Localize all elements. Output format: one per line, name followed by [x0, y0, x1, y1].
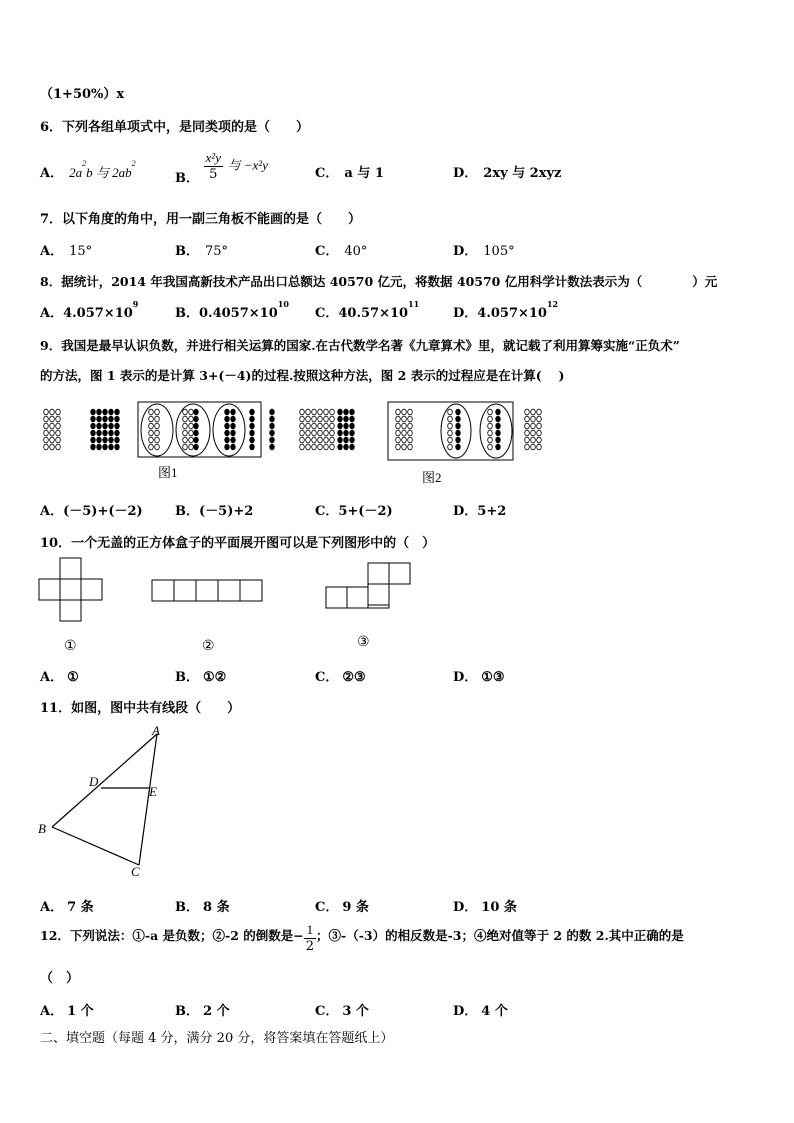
white-rod — [402, 437, 407, 443]
black-rod — [338, 444, 343, 450]
fig2-black-group — [338, 409, 355, 450]
white-rod — [149, 416, 154, 422]
black-rod — [194, 416, 199, 422]
net-1 — [39, 558, 102, 621]
black-rod — [270, 430, 275, 436]
white-rod — [44, 409, 49, 415]
white-rod — [56, 430, 61, 436]
q8-option-d: D．$4.057\times 10^{12}$ — [453, 299, 559, 321]
black-rod — [496, 430, 501, 436]
black-rod — [250, 430, 255, 436]
q6-option-c: C． a 与 1 — [315, 166, 384, 181]
white-rod — [44, 437, 49, 443]
white-rod — [44, 423, 49, 429]
white-rod — [306, 409, 311, 415]
black-rod — [97, 437, 102, 443]
black-rod — [270, 416, 275, 422]
black-rod — [344, 437, 349, 443]
white-rod — [324, 437, 329, 443]
fig1-black-group — [91, 409, 120, 450]
black-rod — [344, 423, 349, 429]
white-rod — [537, 444, 542, 450]
black-rod — [270, 437, 275, 443]
white-rod — [312, 444, 317, 450]
white-rod — [324, 409, 329, 415]
point-C-label: C — [131, 864, 140, 879]
white-rod — [306, 423, 311, 429]
q7-option-a: A． 15° — [40, 244, 93, 259]
white-rod — [396, 423, 401, 429]
q8-option-a: A．$4.057\times 10^9$ — [40, 299, 139, 321]
white-rod — [402, 416, 407, 422]
black-rod — [350, 430, 355, 436]
white-rod — [155, 437, 160, 443]
black-rod — [91, 423, 96, 429]
fig1-outer-black — [270, 409, 275, 450]
white-rod — [318, 437, 323, 443]
white-rod — [306, 444, 311, 450]
white-rod — [402, 430, 407, 436]
q10-option-c: C． ②③ — [315, 670, 366, 685]
black-rod — [109, 423, 114, 429]
white-rod — [189, 423, 194, 429]
white-rod — [402, 423, 407, 429]
black-rod — [91, 430, 96, 436]
white-rod — [44, 416, 49, 422]
black-rod — [97, 423, 102, 429]
white-rod — [44, 444, 49, 450]
white-rod — [183, 416, 188, 422]
black-rod — [91, 444, 96, 450]
black-rod — [225, 444, 230, 450]
q12-option-d: D． 4 个 — [453, 1004, 508, 1019]
white-rod — [525, 416, 530, 422]
white-rod — [50, 437, 55, 443]
white-rod — [537, 430, 542, 436]
white-rod — [531, 423, 536, 429]
q7-option-c: C． 40° — [315, 244, 368, 259]
black-rod — [103, 423, 108, 429]
white-rod — [56, 409, 61, 415]
black-rod — [496, 444, 501, 450]
white-rod — [306, 416, 311, 422]
white-rod — [189, 416, 194, 422]
black-rod — [225, 437, 230, 443]
black-rod — [231, 444, 236, 450]
net-2-label: ② — [202, 639, 215, 654]
q12-stem: 12．下列说法：①-a 是负数；②-2 的倒数是− $\frac{1}{2}$ ；③-（-3）的相反数是-3；④绝对值等于 2 的数 2.其中正确的是 — [40, 922, 684, 954]
black-rod — [97, 430, 102, 436]
black-rod — [456, 430, 461, 436]
white-rod — [448, 409, 453, 415]
white-rod — [537, 409, 542, 415]
white-rod — [448, 423, 453, 429]
black-rod — [231, 409, 236, 415]
q10-option-d: D． ①③ — [453, 670, 505, 685]
white-rod — [155, 409, 160, 415]
black-rod — [344, 444, 349, 450]
black-rod — [91, 437, 96, 443]
fig1-white-group — [44, 409, 61, 450]
white-rod — [189, 444, 194, 450]
white-rod — [300, 444, 305, 450]
white-rod — [330, 409, 335, 415]
white-rod — [306, 430, 311, 436]
fig2-right-white — [525, 409, 542, 450]
q12-option-b: B． 2 个 — [175, 1004, 230, 1019]
net-3 — [326, 563, 410, 608]
segment-AC — [139, 734, 157, 865]
white-rod — [324, 430, 329, 436]
white-rod — [155, 444, 160, 450]
black-rod — [270, 444, 275, 450]
q9-counting-rods-figure — [30, 396, 570, 486]
white-rod — [50, 409, 55, 415]
white-rod — [312, 416, 317, 422]
point-A-label: A — [152, 723, 160, 738]
white-rod — [330, 444, 335, 450]
white-rod — [149, 409, 154, 415]
fig2-white-group — [300, 409, 335, 450]
black-rod — [338, 437, 343, 443]
net-2 — [152, 580, 262, 601]
q6-option-b: B． $\frac{\text{x²y}}{5}$ 与 −x²y — [175, 150, 268, 186]
white-rod — [488, 444, 493, 450]
black-rod — [115, 430, 120, 436]
black-rod — [225, 416, 230, 422]
black-rod — [109, 437, 114, 443]
black-rod — [225, 430, 230, 436]
segment-BC — [52, 827, 139, 865]
q11-triangle-figure — [35, 722, 175, 887]
black-rod — [225, 409, 230, 415]
point-E-label: E — [149, 784, 157, 799]
white-rod — [525, 423, 530, 429]
white-rod — [183, 444, 188, 450]
q7-option-d: D． 105° — [453, 244, 515, 259]
white-rod — [318, 430, 323, 436]
black-rod — [109, 416, 114, 422]
black-rod — [456, 416, 461, 422]
white-rod — [300, 430, 305, 436]
net-1-label: ① — [64, 639, 77, 654]
fig1-e3-black — [225, 409, 236, 450]
q12-stem-line2: （ ） — [40, 971, 80, 986]
white-rod — [50, 444, 55, 450]
fig2-e2-black — [496, 409, 501, 450]
white-rod — [183, 423, 188, 429]
black-rod — [456, 409, 461, 415]
fig2-e2-white — [488, 409, 493, 450]
q6-option-d: D． 2xy 与 2xyz — [453, 166, 562, 181]
net-3-label: ③ — [357, 635, 370, 650]
black-rod — [91, 409, 96, 415]
white-rod — [537, 416, 542, 422]
q6-stem: 6．下列各组单项式中，是同类项的是（ ） — [40, 120, 310, 135]
q10-nets-figure — [30, 555, 430, 625]
black-rod — [194, 430, 199, 436]
white-rod — [488, 437, 493, 443]
black-rod — [109, 430, 114, 436]
q11-option-b: B． 8 条 — [175, 900, 230, 915]
black-rod — [496, 437, 501, 443]
white-rod — [488, 430, 493, 436]
black-rod — [194, 437, 199, 443]
q11-option-c: C． 9 条 — [315, 900, 369, 915]
fig2-caption: 图2 — [422, 470, 442, 485]
white-rod — [531, 409, 536, 415]
black-rod — [231, 430, 236, 436]
white-rod — [324, 416, 329, 422]
white-rod — [149, 437, 154, 443]
white-rod — [525, 437, 530, 443]
q12-option-a: A． 1 个 — [40, 1004, 94, 1019]
white-rod — [408, 430, 413, 436]
black-rod — [270, 409, 275, 415]
white-rod — [488, 423, 493, 429]
white-rod — [324, 423, 329, 429]
black-rod — [194, 444, 199, 450]
black-rod — [97, 416, 102, 422]
white-rod — [408, 444, 413, 450]
fig1-right-black — [250, 409, 255, 450]
white-rod — [318, 444, 323, 450]
black-rod — [350, 409, 355, 415]
white-rod — [396, 444, 401, 450]
white-rod — [324, 444, 329, 450]
white-rod — [537, 423, 542, 429]
white-rod — [531, 430, 536, 436]
q9-option-d: D．5+2 — [453, 504, 507, 519]
point-D-label: D — [89, 774, 99, 789]
white-rod — [396, 416, 401, 422]
white-rod — [56, 437, 61, 443]
q8-option-c: C．$40.57\times 10^{11}$ — [315, 299, 420, 321]
black-rod — [91, 416, 96, 422]
white-rod — [183, 437, 188, 443]
q12-option-c: C． 3 个 — [315, 1004, 369, 1019]
white-rod — [189, 430, 194, 436]
white-rod — [448, 416, 453, 422]
white-rod — [50, 430, 55, 436]
q7-stem: 7．以下角度的角中，用一副三角板不能画的是（ ） — [40, 212, 362, 227]
black-rod — [350, 423, 355, 429]
black-rod — [109, 409, 114, 415]
q10-stem: 10．一个无盖的正方体盒子的平面展开图可以是下列图形中的（ ） — [40, 536, 436, 551]
black-rod — [103, 444, 108, 450]
black-rod — [103, 437, 108, 443]
q7-option-b: B． 75° — [175, 244, 229, 259]
white-rod — [306, 437, 311, 443]
fig1-e1-white — [149, 409, 160, 450]
black-rod — [97, 409, 102, 415]
white-rod — [56, 423, 61, 429]
black-rod — [350, 416, 355, 422]
black-rod — [250, 409, 255, 415]
q11-option-d: D． 10 条 — [453, 900, 517, 915]
black-rod — [103, 416, 108, 422]
black-rod — [496, 416, 501, 422]
fig1-e2-black — [194, 409, 199, 450]
white-rod — [300, 409, 305, 415]
black-rod — [338, 423, 343, 429]
q9-stem-line2: 的方法，图 1 表示的是计算 3+(－4)的过程.按照这种方法，图 2 表示的过程应是在计算( ) — [40, 368, 565, 383]
white-rod — [50, 423, 55, 429]
white-rod — [149, 444, 154, 450]
black-rod — [338, 416, 343, 422]
white-rod — [396, 437, 401, 443]
white-rod — [155, 423, 160, 429]
white-rod — [448, 430, 453, 436]
white-rod — [531, 437, 536, 443]
q6-option-a: A． $2a^2b$ 与 $2ab^2$ — [40, 159, 136, 181]
black-rod — [231, 416, 236, 422]
q8-stem: 8．据统计，2014 年我国高新技术产品出口总额达 40570 亿元，将数据 40570 亿用科学计数法表示为（ ）元 — [40, 274, 718, 289]
black-rod — [115, 444, 120, 450]
black-rod — [231, 423, 236, 429]
white-rod — [408, 416, 413, 422]
white-rod — [408, 423, 413, 429]
white-rod — [183, 430, 188, 436]
white-rod — [531, 444, 536, 450]
q9-option-c: C．5+(－2) — [315, 504, 393, 519]
black-rod — [194, 409, 199, 415]
black-rod — [115, 423, 120, 429]
black-rod — [225, 423, 230, 429]
black-rod — [344, 430, 349, 436]
white-rod — [149, 430, 154, 436]
section-2-heading: 二、填空题（每题 4 分，满分 20 分，将答案填在答题纸上） — [40, 1031, 394, 1046]
white-rod — [312, 423, 317, 429]
white-rod — [189, 437, 194, 443]
black-rod — [338, 430, 343, 436]
white-rod — [448, 437, 453, 443]
black-rod — [456, 444, 461, 450]
white-rod — [300, 416, 305, 422]
top-line: （1+50%）x — [40, 87, 125, 102]
white-rod — [149, 423, 154, 429]
white-rod — [330, 430, 335, 436]
black-rod — [109, 444, 114, 450]
black-rod — [103, 409, 108, 415]
segment-AB — [52, 734, 157, 827]
white-rod — [330, 423, 335, 429]
black-rod — [496, 423, 501, 429]
white-rod — [312, 430, 317, 436]
white-rod — [525, 409, 530, 415]
black-rod — [344, 416, 349, 422]
q10-option-a: A． ① — [40, 670, 79, 685]
q9-option-a: A．(－5)+(－2) — [40, 504, 143, 519]
white-rod — [318, 416, 323, 422]
white-rod — [56, 444, 61, 450]
white-rod — [448, 444, 453, 450]
black-rod — [350, 437, 355, 443]
q8-option-b: B．$0.4057\times 10^{10}$ — [175, 299, 289, 321]
white-rod — [183, 409, 188, 415]
white-rod — [488, 409, 493, 415]
white-rod — [408, 409, 413, 415]
black-rod — [338, 409, 343, 415]
fig2-e1-white — [448, 409, 453, 450]
white-rod — [56, 416, 61, 422]
white-rod — [402, 409, 407, 415]
white-rod — [312, 409, 317, 415]
white-rod — [408, 437, 413, 443]
black-rod — [250, 416, 255, 422]
black-rod — [231, 437, 236, 443]
white-rod — [318, 409, 323, 415]
white-rod — [44, 430, 49, 436]
fig1-e2-white — [183, 409, 194, 450]
white-rod — [312, 437, 317, 443]
black-rod — [115, 437, 120, 443]
white-rod — [189, 409, 194, 415]
white-rod — [396, 409, 401, 415]
black-rod — [115, 416, 120, 422]
white-rod — [531, 416, 536, 422]
black-rod — [103, 430, 108, 436]
black-rod — [194, 423, 199, 429]
white-rod — [155, 416, 160, 422]
white-rod — [525, 444, 530, 450]
white-rod — [50, 416, 55, 422]
white-rod — [330, 416, 335, 422]
q11-option-a: A． 7 条 — [40, 900, 94, 915]
black-rod — [350, 444, 355, 450]
black-rod — [250, 423, 255, 429]
point-B-label: B — [38, 821, 46, 836]
white-rod — [300, 423, 305, 429]
white-rod — [402, 444, 407, 450]
black-rod — [270, 423, 275, 429]
black-rod — [250, 437, 255, 443]
white-rod — [155, 430, 160, 436]
q9-stem-line1: 9．我国是最早认识负数，并进行相关运算的国家.在古代数学名著《九章算术》里，就记载了利用算筹实施“正负术” — [40, 338, 680, 353]
q11-stem: 11．如图，图中共有线段（ ） — [40, 701, 241, 716]
white-rod — [537, 437, 542, 443]
fig2-left-white — [396, 409, 413, 450]
q9-option-b: B．(－5)+2 — [175, 504, 254, 519]
fig2-e1-black — [456, 409, 461, 450]
black-rod — [456, 437, 461, 443]
black-rod — [97, 444, 102, 450]
white-rod — [300, 437, 305, 443]
white-rod — [525, 430, 530, 436]
black-rod — [344, 409, 349, 415]
q10-option-b: B． ①② — [175, 670, 227, 685]
fig1-caption: 图1 — [158, 465, 178, 480]
black-rod — [456, 423, 461, 429]
white-rod — [330, 437, 335, 443]
black-rod — [250, 444, 255, 450]
white-rod — [396, 430, 401, 436]
black-rod — [115, 409, 120, 415]
white-rod — [488, 416, 493, 422]
black-rod — [496, 409, 501, 415]
white-rod — [318, 423, 323, 429]
